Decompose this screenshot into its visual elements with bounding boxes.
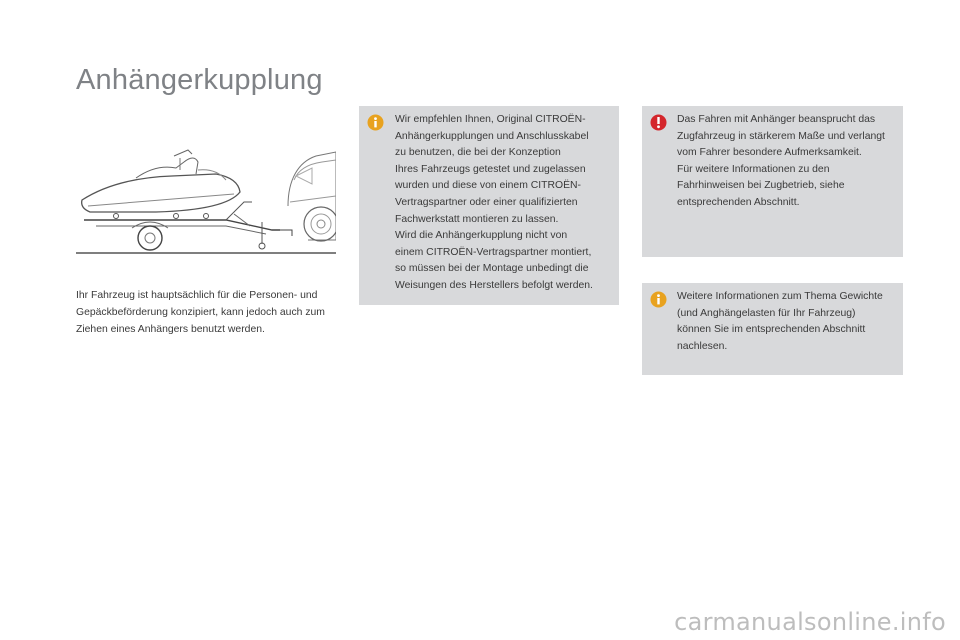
text-line: Fahrhinweisen bei Zugbetrieb, siehe <box>677 180 845 192</box>
info-icon <box>367 114 384 131</box>
info-box-weights-text <box>677 289 901 355</box>
text-line: Fachwerkstatt montieren zu lassen. <box>395 213 559 225</box>
text-line: nachlesen. <box>677 340 728 352</box>
text-line: wurden und diese von einem CITROËN- <box>395 180 581 192</box>
text-line: entsprechenden Abschnitt. <box>677 196 800 208</box>
info-icon <box>650 291 667 308</box>
info-box-recommendation <box>359 106 619 305</box>
text-line: Zugfahrzeug in stärkerem Maße und verlangt <box>677 130 885 142</box>
text-line: Weisungen des Herstellers befolgt werden. <box>395 279 593 291</box>
text-line: (und Anghängelasten für Ihr Fahrzeug) <box>677 307 856 319</box>
intro-paragraph: Ihr Fahrzeug ist hauptsächlich für die Personen- und Gepäckbeförderung konzipiert, kann jedoch auch zum Ziehen eines Anhängers benutzt werden. <box>76 290 325 335</box>
info-box-weights <box>642 283 903 375</box>
text-line: einem CITROËN-Vertragspartner montiert, <box>395 246 592 258</box>
trailer-jetski-illustration <box>76 140 336 258</box>
watermark: carmanualsonline.info <box>674 608 946 636</box>
text-line: Weitere Informationen zum Thema Gewichte <box>677 291 883 302</box>
text-line: Wird die Anhängerkupplung nicht von <box>395 230 568 242</box>
text-line: Ihres Fahrzeugs getestet und zugelassen <box>395 163 586 175</box>
warning-box-text <box>677 112 901 212</box>
text-line: Anhängerkupplungen und Anschlusskabel <box>395 130 589 142</box>
warning-box <box>642 106 903 257</box>
text-line: zu benutzen, die bei der Konzeption <box>395 147 561 159</box>
text-line: so müssen bei der Montage unbedingt die <box>395 263 589 275</box>
page-title: Anhängerkupplung <box>76 64 323 96</box>
info-box-recommendation-text <box>395 112 615 295</box>
text-line: vom Fahrer besondere Aufmerksamkeit. <box>677 147 862 159</box>
text-line: Das Fahren mit Anhänger beansprucht das <box>677 114 876 125</box>
text-line: Vertragspartner oder einer qualifizierten <box>395 196 578 208</box>
warning-icon <box>650 114 667 131</box>
text-line: Wir empfehlen Ihnen, Original CITROËN- <box>395 114 586 125</box>
text-line: Für weitere Informationen zu den <box>677 163 830 175</box>
text-line: können Sie im entsprechenden Abschnitt <box>677 324 866 336</box>
